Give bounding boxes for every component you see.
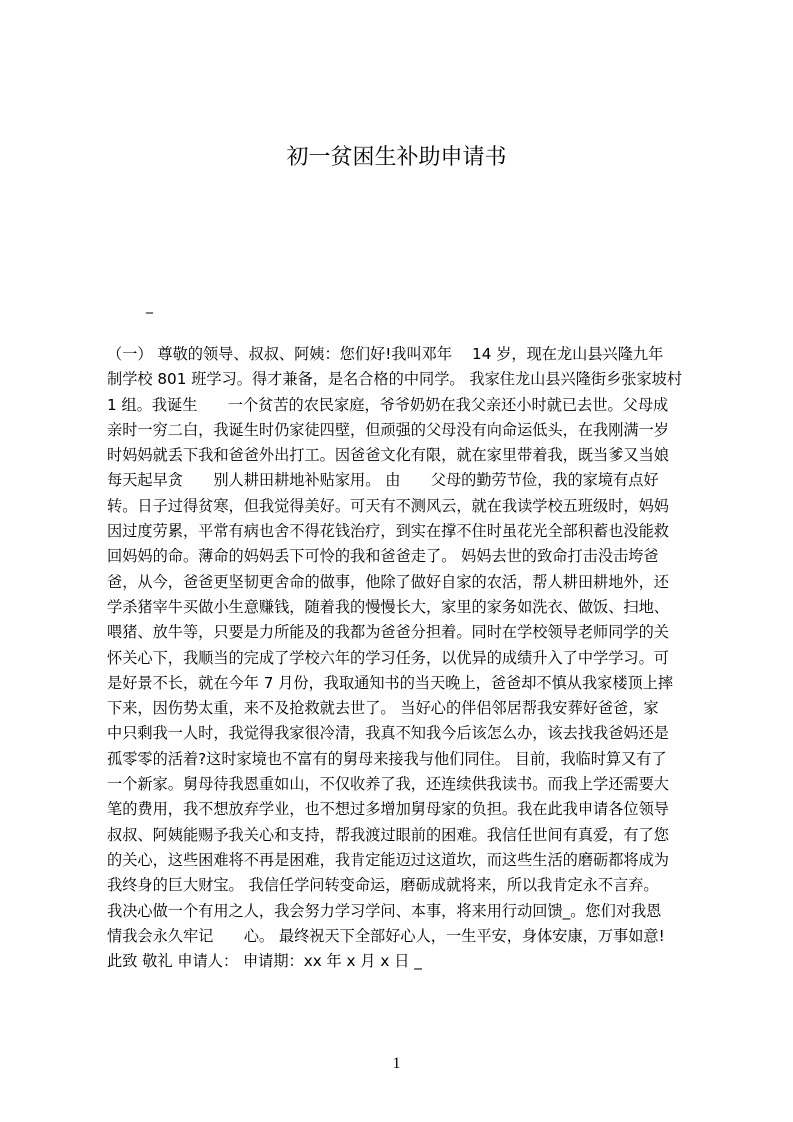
body-line: 一个新家。舅母待我恩重如山，不仅收养了我，还连续供我读书。而我上学还需要大 (107, 775, 669, 794)
body-line: 时妈妈就丢下我和爸爸外出打工。因爸爸文化有限，就在家里带着我，既当爹又当娘 (107, 446, 669, 465)
body-line: 的关心，这些困难将不再是困难，我肯定能迈过这道坎，而这些生活的磨砺都将成为 (107, 850, 669, 869)
page-number: 1 (392, 1055, 401, 1072)
body-line: 1 组。我诞生 一个贫苦的农民家庭，爷爷奶奶在我父亲还小时就已去世。父母成 (107, 395, 669, 414)
body-line: 制学校 801 班学习。得才兼备，是名合格的中同学。 我家住龙山县兴隆街乡张家坡村 (107, 370, 683, 389)
body-line: 孤零零的活着?这时家境也不富有的舅母来接我与他们同住。 目前，我临时算又有了 (107, 749, 667, 768)
body-line: 每天起早贪 别人耕田耕地补贴家用。 由 父母的勤劳节俭，我的家境有点好 (107, 471, 659, 490)
application-body (107, 342, 700, 974)
body-line: 下来，因伤势太重，来不及抢救就去世了。 当好心的伴侣邻居帮我安葬好爸爸，家 (107, 699, 659, 718)
body-line: 怀关心下，我顺当的完成了学校六年的学习任务，以优异的成绩升入了中学学习。可 (107, 648, 669, 667)
body-line: 中只剩我一人时，我觉得我家很冷清，我真不知我今后该怎么办，该去找我爸妈还是 (107, 724, 669, 743)
body-line: 爸，从今，爸爸更坚韧更舍命的做事，他除了做好自家的农活，帮人耕田耕地外，还 (107, 572, 669, 591)
body-line: 回妈妈的命。薄命的妈妈丢下可怜的我和爸爸走了。 妈妈去世的致命打击没击垮爸 (107, 547, 659, 566)
separator-mark: _ (146, 298, 153, 314)
body-line: 我决心做一个有用之人，我会努力学习学问、本事，将来用行动回馈_。您们对我恩 (107, 901, 662, 920)
body-line: 因过度劳累，平常有病也舍不得花钱治疗，到实在撑不住时虽花光全部积蓄也没能救 (107, 522, 669, 541)
body-line: 笔的费用，我不想放弃学业，也不想过多增加舅母家的负担。我在此我申请各位领导 (107, 800, 669, 819)
body-line: 学杀猪宰牛买做小生意赚钱，随着我的慢慢长大，家里的家务如洗衣、做饭、扫地、 (107, 597, 669, 616)
body-line: 亲时一穷二白，我诞生时仍家徒四壁，但顽强的父母没有向命运低头，在我刚满一岁 (107, 420, 669, 439)
body-line: 情我会永久牢记 心。 最终祝天下全部好心人，一生平安，身体安康，万事如意! (107, 926, 665, 945)
body-line: 此致 敬礼 申请人： 申请期：xx 年 x 月 x 日 _ (107, 952, 422, 971)
body-line: 是好景不长，就在今年 7 月份，我取通知书的当天晚上，爸爸却不慎从我家楼顶上摔 (107, 673, 674, 692)
body-line: 我终身的巨大财宝。 我信任学问转变命运，磨砺成就将来，所以我肯定永不言弃。 (107, 876, 659, 895)
body-line: 喂猪、放牛等，只要是力所能及的我都为爸爸分担着。同时在学校领导老师同学的关 (107, 623, 669, 642)
body-line: （一） 尊敬的领导、叔叔、阿姨：您们好!我叫邓年 14 岁，现在龙山县兴隆九年 (107, 345, 664, 363)
body-line: 叔叔、阿姨能赐予我关心和支持，帮我渡过眼前的困难。我信任世间有真爱，有了您 (107, 825, 669, 844)
body-line: 转。日子过得贫寒，但我觉得美好。可天有不测风云，就在我读学校五班级时，妈妈 (107, 496, 669, 515)
document-title: 初一贫困生补助申请书 (286, 145, 507, 170)
